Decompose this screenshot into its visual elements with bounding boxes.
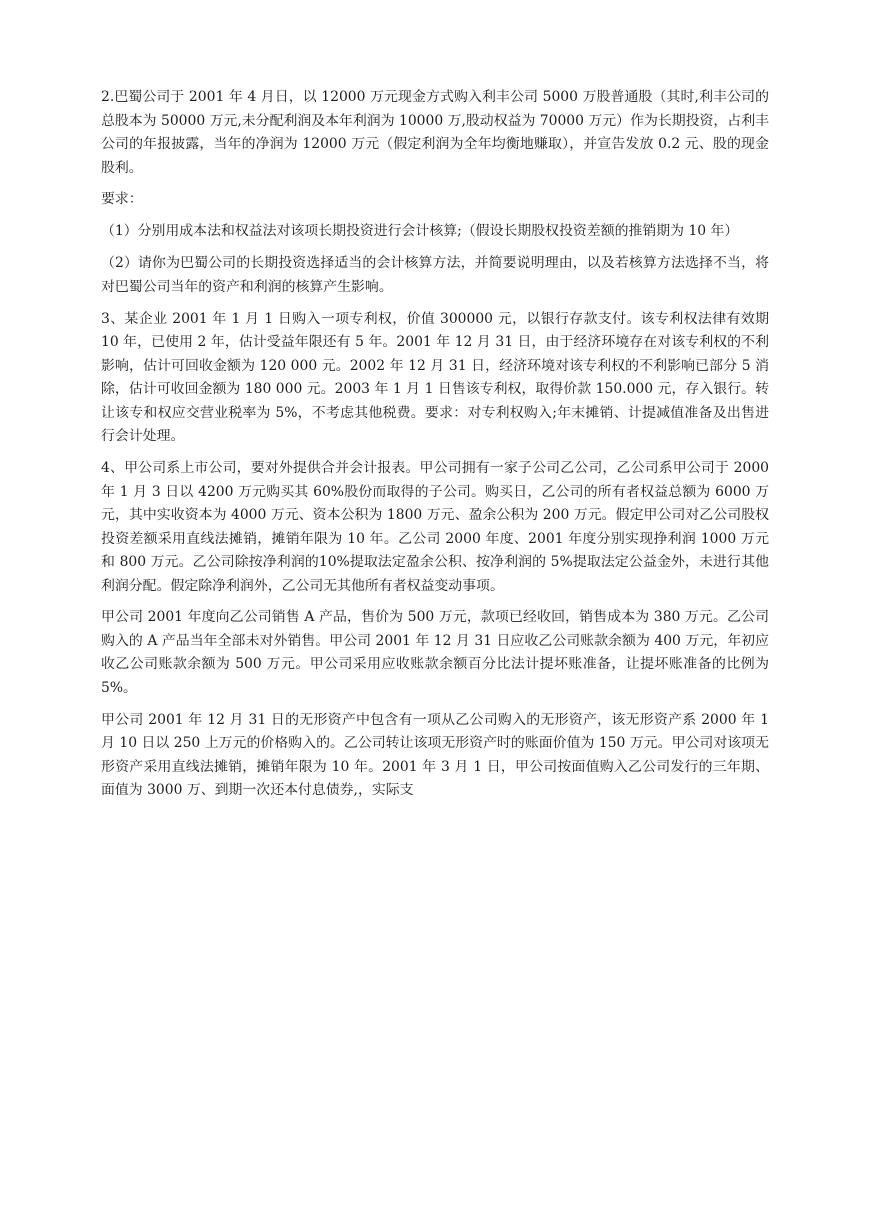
question-3-paragraph: 3、某企业 2001 年 1 月 1 日购入一项专利权，价值 300000 元，以银行存款支付。该专利权法律有效期 10 年，已使用 2 年，估计受益年限还有 5 年。2001 年 12 月 31 日，由于经济环境存在对该专利权的不利影响，估计可回收金额为 120 000 元。2002 年 12 月 31 日，经济环境对该专利权的不利影响已部分 5 消除，估计可收回金额为 180 000 元。2003 年 1 月 1 日售该专利权，取得价款 150.000 元，存入银行。转让该专和权应交营业税率为 5%，不考虑其他税费。要求：对专利权购入;年末摊销、计提减值准备及出售进行会计处理。 bbox=[101, 310, 769, 445]
question-4-paragraph: 4、甲公司系上市公司，要对外提供合并会计报表。甲公司拥有一家子公司乙公司，乙公司系甲公司于 2000 年 1 月 3 日以 4200 万元购买其 60%股份而取得的子公司。购买日，乙公司的所有者权益总额为 6000 万元，其中实收资本为 4000 万元、资本公积为 1800 万元、盈余公积为 200 万元。假定甲公司对乙公司股权投资差额采用直线法摊销，摊销年限为 10 年。乙公司 2000 年度、2001 年度分别实现挣利润 1000 万元和 800 万元。乙公司除按净利润的10%提取法定盈余公积、按净利润的 5%提取法定公益金外，未进行其他利润分配。假定除净利润外，乙公司无其他所有者权益变动事项。 bbox=[101, 460, 769, 594]
question-4-sales-paragraph: 甲公司 2001 年度向乙公司销售 A 产品，售价为 500 万元，款项已经收回，销售成本为 380 万元。乙公司购入的 A 产品当年全部未对外销售。甲公司 2001 年 12 月 31 日应收乙公司账款余额为 400 万元，年初应收乙公司账款余额为 500 万元。甲公司采用应收账款余额百分比法计提坏账准备，让提坏账准备的比例为 5%。 bbox=[101, 609, 769, 696]
question-4-intangible-paragraph: 甲公司 2001 年 12 月 31 日的无形资产中包含有一项从乙公司购入的无形资产，该无形资产系 2000 年 1 月 10 日以 250 上万元的价格购入的。乙公司转让该项无形资产时的账面价值为 150 万元。甲公司对该项无形资产采用直线法摊销，摊销年限为 10 年。2001 年 3 月 1 日，甲公司按面值购入乙公司发行的三年期、面值为 3000 万、到期一次还本付息债券,，实际支 bbox=[101, 711, 769, 799]
requirements-heading: 要求： bbox=[101, 191, 143, 208]
requirement-2-paragraph: （2）请你为巴蜀公司的长期投资选择适当的会计核算方法，并简要说明理由，以及若核算方法选择不当，将对巴蜀公司当年的资产和利润的核算产生影响。 bbox=[101, 255, 769, 295]
document-body bbox=[101, 86, 769, 850]
question-2-paragraph: 2.巴蜀公司于 2001 年 4 月日，以 12000 万元现金方式购入利丰公司 5000 万股普通股（其时,利丰公司的总股本为 50000 万元,未分配利润及本年利润为 10000 万,股动权益为 70000 万元）作为长期投资，占利丰公司的年报披露，当年的净润为 12000 万元（假定利润为全年均衡地赚取），并宣告发放 0.2 元、股的现金股利。 bbox=[101, 89, 769, 176]
requirement-1-paragraph: （1）分别用成本法和权益法对该项长期投资进行会计核算;（假设长期股权投资差额的推销期为 10 年） bbox=[101, 223, 739, 240]
